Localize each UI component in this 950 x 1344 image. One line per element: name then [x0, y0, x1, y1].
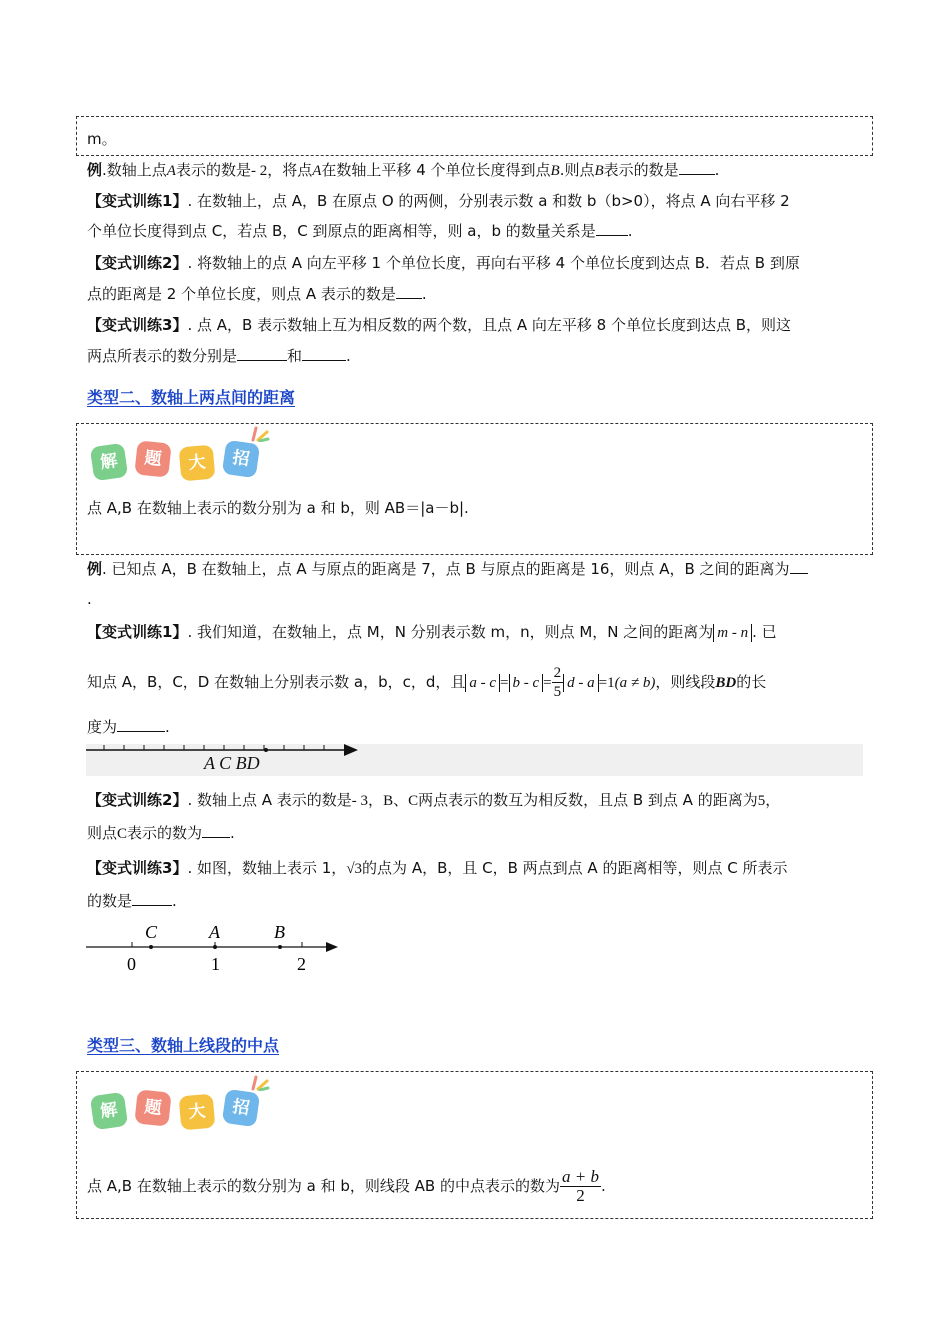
top-dashed-box — [76, 116, 873, 156]
point-d — [264, 748, 268, 752]
tip-text-type-3: 点 A,B 在数轴上表示的数分别为 a 和 b，则线段 AB 的中点表示的数为 $\frac{a + b}{2}$ . — [87, 1167, 606, 1205]
badge-icon-jie: 解 — [90, 443, 128, 481]
badge-icon-zhao: 招 — [222, 1089, 260, 1127]
tick-label-2: 2 — [297, 954, 306, 974]
example-1: 例.数轴上点A表示的数是- 2，将点A在数轴上平移 4 个单位长度得到点B.则点B表示的数是 . — [87, 161, 720, 179]
tip-box-type-2 — [76, 423, 873, 555]
point-label-c: C — [145, 922, 158, 942]
sparkle-icon — [250, 424, 270, 442]
number-line-2 — [86, 920, 346, 980]
number-line-1-labels: A C BD — [204, 753, 260, 773]
example-2-line-1: 例. 已知点 A，B 在数轴上，点 A 与原点的距离是 7，点 B 与原点的距离是 16，则点 A，B 之间的距离为 — [87, 559, 808, 579]
top-box-text: m。 — [87, 130, 117, 148]
variant-2-line-1: 【变式训练2】. 将数轴上的点 A 向左平移 1 个单位长度，再向右平移 4 个单位长度到达点 B．若点 B 到原 — [87, 254, 800, 272]
section-heading-type-2: 类型二、数轴上两点间的距离 — [87, 388, 296, 407]
variant-2-1-line-3: 度为 . — [87, 718, 170, 736]
section-heading-type-3: 类型三、数轴上线段的中点 — [87, 1036, 280, 1055]
tick-label-0: 0 — [127, 954, 136, 974]
badge-icon-ti: 题 — [134, 1089, 171, 1126]
point-label-b: B — [274, 922, 285, 942]
variant-1-line-2: 个单位长度得到点 C，若点 B，C 到原点的距离相等，则 a，b 的数量关系是 . — [87, 222, 633, 240]
badge-icon-zhao: 招 — [222, 440, 260, 478]
badge-icon-da: 大 — [179, 445, 216, 482]
fraction-2-5: $\frac{2}{5}$ — [553, 665, 562, 700]
variant-2-3-line-2: 的数是 . — [87, 892, 177, 910]
variant-2-1-line-2: 知点 A，B，C，D 在数轴上分别表示数 a，b，c，d，且 a - c = b - c = $\frac{2}{5}$ d - a =1(a ≠ b)，则线段BD的长 — [87, 665, 767, 700]
badge-icon-jie: 解 — [90, 1092, 128, 1130]
tip-text-type-2: 点 A,B 在数轴上表示的数分别为 a 和 b，则 AB＝|a－b|. — [87, 499, 469, 517]
variant-3-line-2: 两点所表示的数分别是 和 . — [87, 347, 351, 365]
variant-2-2-line-1: 【变式训练2】. 数轴上点 A 表示的数是- 3，B、C两点表示的数互为相反数，且点 B 到点 A 的距离为5， — [87, 791, 781, 809]
badge-icon-ti: 题 — [134, 440, 171, 477]
sparkle-icon — [250, 1073, 270, 1091]
fraction-midpoint: $\frac{a + b}{2}$ — [561, 1167, 599, 1205]
variant-2-line-2: 点的距离是 2 个单位长度，则点 A 表示的数是 . — [87, 285, 427, 303]
variant-2-1-line-1: 【变式训练1】. 我们知道，在数轴上，点 M，N 分别表示数 m，n，则点 M，N 之间的距离为 m - n . 已 — [87, 623, 777, 641]
variant-3-line-1: 【变式训练3】. 点 A，B 表示数轴上互为相反数的两个数，且点 A 向左平移 8 个单位长度到达点 B，则这 — [87, 316, 792, 334]
point-label-a: A — [209, 922, 220, 942]
variant-2-3-line-1: 【变式训练3】. 如图，数轴上表示 1，√3的点为 A，B，且 C，B 两点到点 A 的距离相等，则点 C 所表示 — [87, 859, 788, 877]
variant-1-line-1: 【变式训练1】. 在数轴上，点 A，B 在原点 O 的两侧，分别表示数 a 和数 b（b>0），将点 A 向右平移 2 — [87, 192, 790, 210]
tick-label-1: 1 — [211, 954, 220, 974]
example-2-line-2: . — [87, 590, 92, 608]
badge-icon-da: 大 — [179, 1094, 216, 1131]
variant-2-2-line-2: 则点C表示的数为 . — [87, 824, 235, 842]
